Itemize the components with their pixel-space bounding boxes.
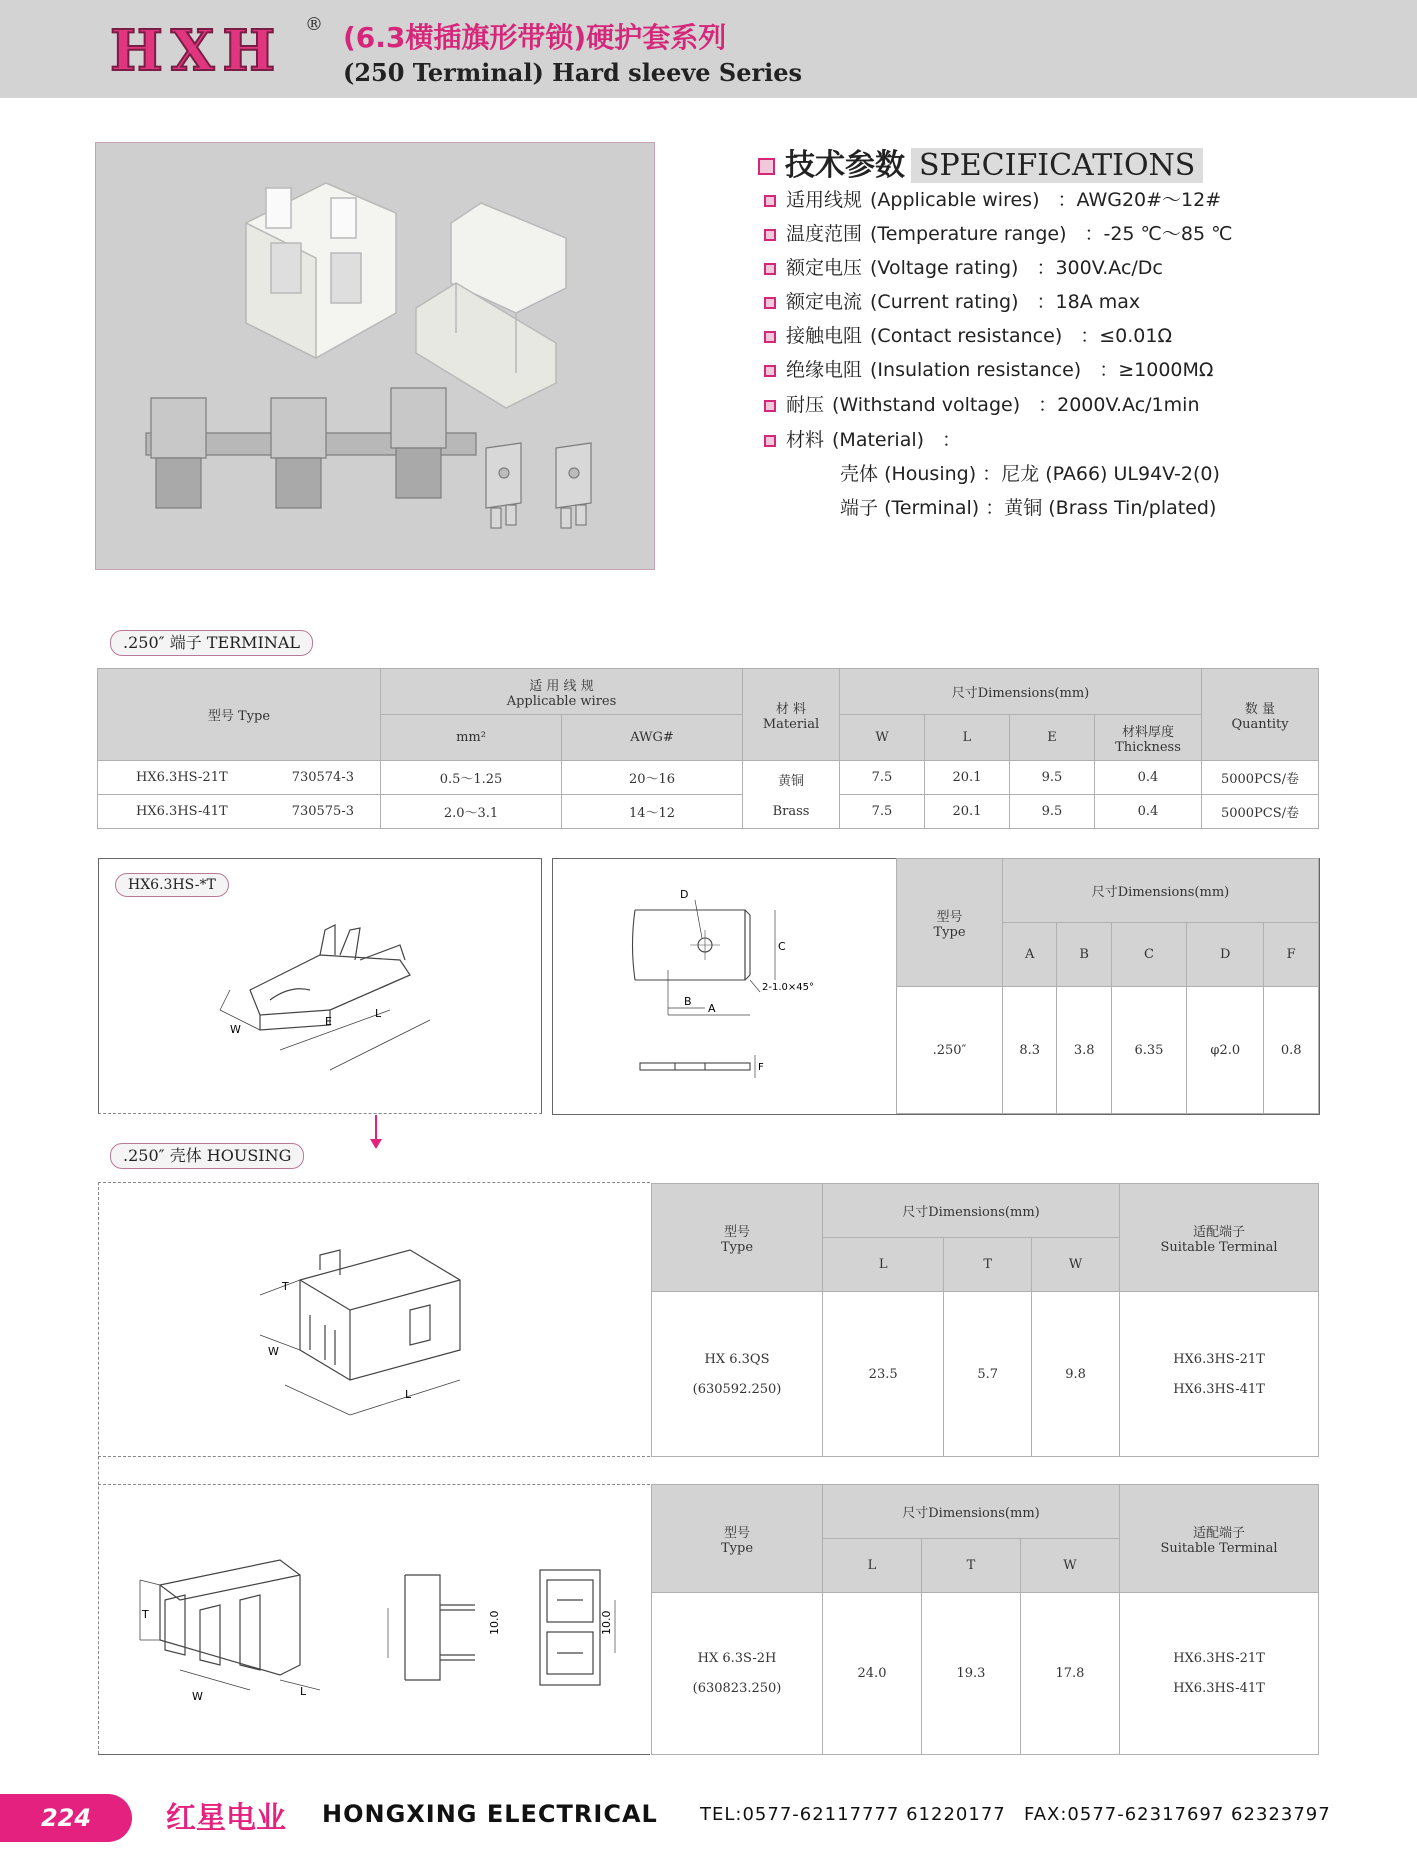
spec-sub-value: ：黄铜 (Brass Tin/plated) bbox=[985, 497, 1217, 519]
spec-value: ：≥1000MΩ bbox=[1099, 359, 1214, 381]
th-a: A bbox=[1003, 923, 1057, 987]
cell-e: 9.5 bbox=[1010, 761, 1095, 795]
th-type-en: Type bbox=[720, 1239, 754, 1255]
th-f: F bbox=[1264, 923, 1319, 987]
cell-mm2: 2.0～3.1 bbox=[381, 795, 562, 829]
th-quantity bbox=[1202, 669, 1319, 761]
cell-terminal-2: HX6.3HS-41T bbox=[1173, 1681, 1265, 1696]
bullet-icon bbox=[764, 435, 776, 447]
cell-terminal-1: HX6.3HS-21T bbox=[1173, 1351, 1265, 1367]
cell-model: HX6.3HS-41T bbox=[98, 795, 266, 829]
spec-label-en: (Temperature range) bbox=[870, 223, 1067, 245]
spec-label-en: (Contact resistance) bbox=[870, 325, 1063, 347]
th-type bbox=[652, 1184, 823, 1292]
cell-mm2: 0.5～1.25 bbox=[381, 761, 562, 795]
spec-label-en: (Insulation resistance) bbox=[870, 359, 1082, 381]
dim-label-f: F bbox=[758, 1062, 764, 1073]
cell-e: 9.5 bbox=[1010, 795, 1095, 829]
product-photo bbox=[95, 142, 655, 570]
cell-f: 0.8 bbox=[1264, 987, 1319, 1114]
spec-sub-row bbox=[840, 493, 1216, 520]
th-suitable bbox=[1120, 1184, 1319, 1292]
th-material-cn: 材 料 bbox=[775, 701, 807, 717]
table-row bbox=[652, 1292, 1319, 1457]
cell-quantity: 5000PCS/卷 bbox=[1202, 761, 1319, 795]
spec-row bbox=[764, 425, 961, 452]
cell-l: 23.5 bbox=[823, 1292, 944, 1457]
spec-sub-value: ：尼龙 (PA66) UL94V-2(0) bbox=[982, 463, 1220, 485]
spec-label-en: (Voltage rating) bbox=[870, 257, 1019, 279]
table-row bbox=[98, 761, 1319, 795]
cell-terminals bbox=[1120, 1292, 1319, 1457]
cell-l: 20.1 bbox=[925, 795, 1010, 829]
dim-label-t: T bbox=[142, 1608, 149, 1621]
cell-model-code: (630592.250) bbox=[692, 1381, 782, 1397]
dim-label-a: A bbox=[708, 1002, 716, 1015]
spec-label-cn: 温度范围 bbox=[786, 223, 863, 245]
th-c: C bbox=[1111, 923, 1186, 987]
dim-label-pitch: 10.0 bbox=[488, 1610, 501, 1635]
dim-label-t: T bbox=[282, 1280, 289, 1293]
th-mm2: mm² bbox=[381, 715, 562, 761]
th-type-cn: 型号 bbox=[936, 909, 963, 925]
brand-logo: HXH bbox=[110, 18, 284, 84]
cell-material bbox=[743, 761, 840, 829]
bullet-icon bbox=[764, 263, 776, 275]
cell-c: 6.35 bbox=[1111, 987, 1186, 1114]
th-type bbox=[897, 859, 1003, 987]
cell-d: φ2.0 bbox=[1187, 987, 1264, 1114]
divider bbox=[98, 1484, 650, 1485]
dim-label-c: C bbox=[778, 940, 786, 953]
bullet-icon bbox=[764, 297, 776, 309]
cell-model-name: HX 6.3QS bbox=[704, 1351, 770, 1367]
th-material bbox=[743, 669, 840, 761]
th-t: T bbox=[944, 1238, 1032, 1292]
arrow-down-icon bbox=[366, 1113, 386, 1153]
th-suit-en: Suitable Terminal bbox=[1160, 1239, 1278, 1255]
spec-label-en: (Material) bbox=[832, 429, 925, 451]
spec-label-cn: 额定电流 bbox=[786, 291, 863, 313]
th-w: W bbox=[1032, 1238, 1120, 1292]
spec-row bbox=[764, 287, 1140, 314]
footer-brand-cn: 红星电业 bbox=[166, 1801, 286, 1836]
bullet-icon bbox=[764, 229, 776, 241]
th-l: L bbox=[925, 715, 1010, 761]
th-dims: 尺寸Dimensions(mm) bbox=[823, 1485, 1120, 1539]
cell-terminal-1: HX6.3HS-21T bbox=[1173, 1651, 1265, 1666]
th-suit-cn: 适配端子 bbox=[1192, 1224, 1245, 1240]
dim-label-b: B bbox=[684, 995, 692, 1008]
dim-label-d: D bbox=[680, 888, 689, 901]
th-b: B bbox=[1057, 923, 1111, 987]
spec-value: ：-25 ℃～85 ℃ bbox=[1084, 223, 1233, 245]
dim-label-pitch-top: 10.0 bbox=[600, 1610, 613, 1635]
spec-value: ：AWG20#～12# bbox=[1057, 189, 1222, 211]
th-wires-en: Applicable wires bbox=[506, 693, 617, 709]
cell-thickness: 0.4 bbox=[1095, 795, 1202, 829]
page-title-cn: (6.3横插旗形带锁)硬护套系列 bbox=[343, 21, 727, 54]
housing1-table bbox=[651, 1183, 1319, 1457]
cell-b: 3.8 bbox=[1057, 987, 1111, 1114]
cell-w: 7.5 bbox=[840, 795, 925, 829]
dim-label-e: E bbox=[325, 1015, 332, 1028]
divider bbox=[98, 1182, 650, 1183]
cell-quantity: 5000PCS/卷 bbox=[1202, 795, 1319, 829]
cell-model-code: (630823.250) bbox=[692, 1681, 782, 1696]
cell-w: 7.5 bbox=[840, 761, 925, 795]
th-type bbox=[652, 1485, 823, 1593]
th-type: 型号 Type bbox=[98, 669, 381, 761]
spec-value: ：300V.Ac/Dc bbox=[1036, 257, 1163, 279]
spec-label-en: (Withstand voltage) bbox=[832, 394, 1021, 416]
th-material-en: Material bbox=[762, 716, 820, 732]
th-suit-en: Suitable Terminal bbox=[1160, 1540, 1278, 1556]
tab-drawing bbox=[600, 880, 814, 1100]
registered-mark: ® bbox=[305, 14, 323, 35]
cell-code: 730574-3 bbox=[266, 761, 381, 795]
dim-label-w: W bbox=[268, 1345, 279, 1358]
spec-label-cn: 耐压 bbox=[786, 394, 825, 416]
spec-label-cn: 接触电阻 bbox=[786, 325, 863, 347]
spec-label-cn: 额定电压 bbox=[786, 257, 863, 279]
spec-row bbox=[764, 219, 1232, 246]
spec-label-cn: 适用线规 bbox=[786, 189, 863, 211]
th-l: L bbox=[823, 1238, 944, 1292]
th-type-en: Type bbox=[933, 924, 966, 940]
spec-label-en: (Current rating) bbox=[870, 291, 1019, 313]
th-thickness bbox=[1095, 715, 1202, 761]
th-type-en: Type bbox=[720, 1540, 754, 1556]
terminal-drawing bbox=[200, 900, 520, 1100]
product-photo-illustration bbox=[96, 143, 654, 569]
th-w: W bbox=[840, 715, 925, 761]
dim-label-chamfer: 2-1.0×45° bbox=[762, 982, 814, 993]
page-title-en: (250 Terminal) Hard sleeve Series bbox=[343, 58, 803, 87]
spec-row bbox=[764, 321, 1172, 348]
th-d: D bbox=[1187, 923, 1264, 987]
dim-label-w: W bbox=[230, 1023, 241, 1036]
spec-row bbox=[764, 390, 1199, 417]
cell-w: 17.8 bbox=[1020, 1593, 1119, 1755]
table-row bbox=[652, 1593, 1319, 1755]
th-suit-cn: 适配端子 bbox=[1192, 1525, 1245, 1541]
heading-bullet-icon bbox=[758, 158, 775, 175]
spec-label-cn: 绝缘电阻 bbox=[786, 359, 863, 381]
bullet-icon bbox=[764, 400, 776, 412]
cell-w: 9.8 bbox=[1032, 1292, 1120, 1457]
spec-heading-cn: 技术参数 bbox=[785, 148, 905, 183]
specifications-heading bbox=[758, 140, 1203, 184]
dim-label-l: L bbox=[300, 1685, 307, 1698]
cell-terminals bbox=[1120, 1593, 1319, 1755]
spec-value: ：18A max bbox=[1036, 291, 1141, 313]
cell-code: 730575-3 bbox=[266, 795, 381, 829]
divider bbox=[98, 1754, 650, 1755]
cell-t: 19.3 bbox=[921, 1593, 1020, 1755]
th-l: L bbox=[823, 1539, 922, 1593]
spec-row bbox=[764, 253, 1163, 280]
th-wires bbox=[381, 669, 743, 715]
th-qty-en: Quantity bbox=[1231, 716, 1289, 732]
th-t: T bbox=[921, 1539, 1020, 1593]
housing2-drawing bbox=[120, 1540, 640, 1720]
divider bbox=[98, 1456, 650, 1457]
cell-t: 5.7 bbox=[944, 1292, 1032, 1457]
cell-l: 20.1 bbox=[925, 761, 1010, 795]
cell-model bbox=[652, 1593, 823, 1755]
th-dims: 尺寸Dimensions(mm) bbox=[823, 1184, 1120, 1238]
th-thick-cn: 材料厚度 bbox=[1121, 724, 1174, 740]
divider bbox=[98, 1182, 99, 1754]
th-awg: AWG# bbox=[562, 715, 743, 761]
dim-label-w: W bbox=[192, 1690, 203, 1703]
spec-sub-label-cn: 壳体 bbox=[840, 463, 879, 485]
spec-row bbox=[764, 185, 1221, 212]
footer-brand-en: HONGXING ELECTRICAL bbox=[322, 1800, 658, 1828]
spec-heading-en: SPECIFICATIONS bbox=[911, 148, 1203, 183]
spec-row bbox=[764, 355, 1213, 382]
terminal-drawing-tag: HX6.3HS-*T bbox=[115, 873, 229, 897]
cell-material-cn: 黄铜 bbox=[777, 774, 804, 789]
spec-label-en: (Applicable wires) bbox=[870, 189, 1040, 211]
housing-section-tag: .250″ 壳体 HOUSING bbox=[110, 1143, 304, 1169]
spec-sub-label-en: (Terminal) bbox=[884, 497, 980, 519]
page-number: 224 bbox=[0, 1794, 132, 1842]
cell-model bbox=[652, 1292, 823, 1457]
spec-value: ：≤0.01Ω bbox=[1080, 325, 1172, 347]
spec-sub-label-en: (Housing) bbox=[884, 463, 977, 485]
th-type-cn: 型号 bbox=[723, 1224, 750, 1240]
cell-thickness: 0.4 bbox=[1095, 761, 1202, 795]
cell-awg: 20～16 bbox=[562, 761, 743, 795]
th-dims: 尺寸Dimensions(mm) bbox=[840, 669, 1202, 715]
bullet-icon bbox=[764, 331, 776, 343]
table-row bbox=[897, 987, 1319, 1114]
bullet-icon bbox=[764, 195, 776, 207]
cell-terminal-2: HX6.3HS-41T bbox=[1173, 1381, 1265, 1397]
housing2-table bbox=[651, 1484, 1319, 1755]
th-w: W bbox=[1020, 1539, 1119, 1593]
tab-dims-table bbox=[896, 858, 1319, 1114]
cell-type: .250″ bbox=[897, 987, 1003, 1114]
divider bbox=[98, 1113, 542, 1114]
cell-model-name: HX 6.3S-2H bbox=[697, 1651, 777, 1666]
th-suitable bbox=[1120, 1485, 1319, 1593]
th-thick-en: Thickness bbox=[1115, 739, 1181, 755]
dim-label-l: L bbox=[375, 1007, 382, 1020]
cell-awg: 14～12 bbox=[562, 795, 743, 829]
th-qty-cn: 数 量 bbox=[1244, 701, 1276, 717]
cell-l: 24.0 bbox=[823, 1593, 922, 1755]
th-type-cn: 型号 bbox=[723, 1525, 750, 1541]
terminal-section-tag: .250″ 端子 TERMINAL bbox=[110, 630, 313, 656]
th-e: E bbox=[1010, 715, 1095, 761]
footer-tel: TEL:0577-62117777 61220177 bbox=[700, 1804, 1006, 1825]
spec-label-cn: 材料 bbox=[786, 429, 825, 451]
cell-model: HX6.3HS-21T bbox=[98, 761, 266, 795]
cell-a: 8.3 bbox=[1003, 987, 1057, 1114]
cell-material-en: Brass bbox=[772, 804, 810, 819]
spec-sub-row bbox=[840, 459, 1220, 486]
housing1-drawing bbox=[240, 1230, 480, 1420]
footer-fax: FAX:0577-62317697 62323797 bbox=[1024, 1804, 1331, 1825]
th-wires-cn: 适 用 线 规 bbox=[529, 678, 594, 694]
terminal-table bbox=[97, 668, 1319, 829]
spec-sub-label-cn: 端子 bbox=[840, 497, 879, 519]
spec-value: ： bbox=[942, 429, 962, 451]
table-row bbox=[98, 795, 1319, 829]
bullet-icon bbox=[764, 365, 776, 377]
th-dims: 尺寸Dimensions(mm) bbox=[1003, 859, 1319, 923]
dim-label-l: L bbox=[405, 1388, 412, 1401]
spec-value: ：2000V.Ac/1min bbox=[1038, 394, 1200, 416]
